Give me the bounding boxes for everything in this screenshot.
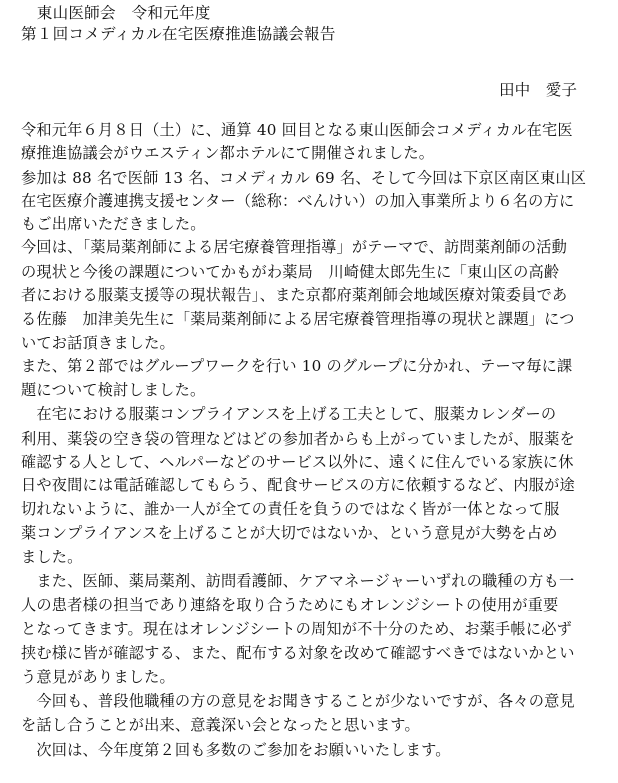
body-line: 令和元年６月８日（土）に、通算 40 回目となる東山医師会コメディカル在宅医 — [21, 121, 573, 139]
body-line: 確認する人として、ヘルパーなどのサービス以外に、遠くに住んでいる家族に休 — [21, 453, 574, 471]
body-line: 題について検討しました。 — [21, 381, 206, 399]
body-line: の現状と今後の課題についてかもがわ薬局 川崎健太郎先生に「東山区の高齢 — [21, 263, 560, 281]
body-line: 切れないように、誰か一人が全ての責任を負うのではなく皆が一体となって服 — [21, 500, 560, 518]
body-line: もご出席いただきました。 — [21, 215, 206, 233]
body-line: 人の患者様の担当であり連絡を取り合うためにもオレンジシートの使用が重要 — [21, 596, 559, 614]
body-line: また、第２部ではグループワークを行い 10 のグループに分かれ、テーマ毎に課 — [21, 357, 573, 375]
body-line: 日や夜間には電話確認してもらう、配食サービスの方に依頼するなど、内服が途 — [21, 476, 575, 494]
body-line: を話し合うことが出来、意義深い会となったと思います。 — [21, 716, 420, 734]
body-line: 参加は 88 名で医師 13 名、コメディカル 69 名、そして今回は下京区南区東山区 — [21, 169, 587, 187]
body-line: となってきます。現在はオレンジシートの周知が不十分のため、お薬手帳に必ず — [21, 620, 572, 638]
body-line: 利用、薬袋の空き袋の管理などはどの参加者からも上がっていましたが、服薬を — [21, 430, 575, 448]
body-line: る佐藤 加津美先生に「薬局薬剤師による居宅療養管理指導の現状と課題」につ — [21, 310, 575, 328]
body-line: 今回は、「薬局薬剤師による居宅療養管理指導」がテーマで、訪問薬剤師の活動 — [21, 238, 568, 256]
author-name: 田中 愛子 — [499, 81, 577, 99]
body-line: 者における服薬支援等の現状報告」、また京都府薬剤師会地域医療対策委員であ — [21, 286, 568, 304]
body-line: 挟む様に皆が確認する、また、配布する対象を改めて確認すべきではないかとい — [21, 644, 575, 662]
report-title: 第１回コメディカル在宅医療推進協議会報告 — [21, 25, 336, 43]
body-line: 療推進協議会がウエスティン都ホテルにて開催されました。 — [21, 144, 435, 162]
body-line: 今回も、普段他職種の方の意見をお聞きすることが少ないですが、各々の意見 — [21, 692, 575, 710]
body-line: 次回は、今年度第２回も多数のご参加をお願いいたします。 — [21, 741, 451, 759]
body-line: 在宅医療介護連携支援センター（総称：べんけい）の加入事業所より６名の方に — [21, 192, 575, 210]
body-line: う意見がありました。 — [21, 668, 175, 686]
body-line: 在宅における服薬コンプライアンスを上げる工夫として、服薬カレンダーの — [21, 405, 557, 423]
body-line: また、医師、薬局薬剤、訪問看護師、ケアマネージャーいずれの職種の方も一 — [21, 572, 575, 590]
body-line: 薬コンプライアンスを上げることが大切ではないか、という意見が大勢を占め — [21, 524, 558, 542]
body-line: ました。 — [21, 548, 83, 566]
body-line: いてお話頂きました。 — [21, 334, 175, 352]
organization-year-heading: 東山医師会 令和元年度 — [21, 4, 211, 22]
